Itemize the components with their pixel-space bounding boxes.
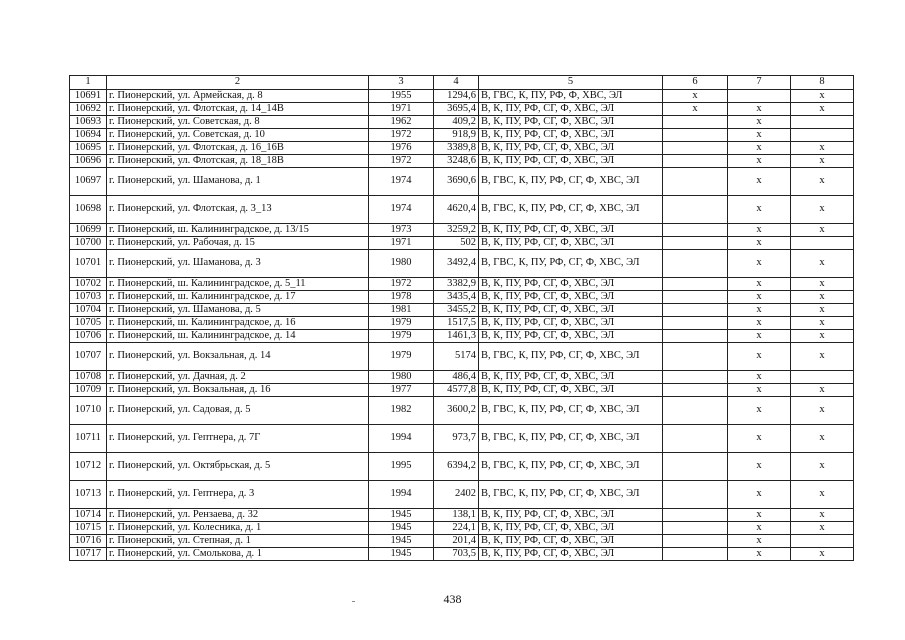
address-cell: г. Пионерский, ул. Флотская, д. 14_14В [107,103,369,116]
col7-mark: х [728,481,791,509]
year-cell: 1971 [369,237,434,250]
column-header: 4 [434,76,479,90]
col8-mark: х [791,509,854,522]
address-cell: г. Пионерский, ул. Степная, д. 1 [107,535,369,548]
year-cell: 1995 [369,453,434,481]
address-cell: г. Пионерский, ул. Дачная, д. 2 [107,371,369,384]
table-row [70,509,854,522]
col7-mark: х [728,343,791,371]
year-cell: 1972 [369,278,434,291]
row-number: 10704 [70,304,107,317]
row-number: 10714 [70,509,107,522]
row-number: 10711 [70,425,107,453]
row-number: 10702 [70,278,107,291]
address-cell: г. Пионерский, ш. Калининградское, д. 14 [107,330,369,343]
table-row [70,384,854,397]
area-cell: 502 [434,237,479,250]
table-row [70,103,854,116]
address-cell: г. Пионерский, ул. Советская, д. 8 [107,116,369,129]
table-row [70,453,854,481]
table-row [70,535,854,548]
col6-mark [663,481,728,509]
col7-mark: х [728,425,791,453]
works-cell: В, К, ПУ, РФ, СГ, Ф, ХВС, ЭЛ [479,509,663,522]
col8-mark: х [791,317,854,330]
area-cell: 1294,6 [434,90,479,103]
header-row [70,76,854,90]
year-cell: 1945 [369,522,434,535]
works-cell: В, К, ПУ, РФ, СГ, Ф, ХВС, ЭЛ [479,548,663,561]
col6-mark [663,116,728,129]
works-cell: В, К, ПУ, РФ, СГ, Ф, ХВС, ЭЛ [479,103,663,116]
col7-mark: х [728,129,791,142]
col8-mark: х [791,397,854,425]
col8-mark: х [791,291,854,304]
works-cell: В, ГВС, К, ПУ, РФ, СГ, Ф, ХВС, ЭЛ [479,168,663,196]
col7-mark: х [728,453,791,481]
row-number: 10703 [70,291,107,304]
address-cell: г. Пионерский, ул. Шаманова, д. 3 [107,250,369,278]
works-cell: В, К, ПУ, РФ, СГ, Ф, ХВС, ЭЛ [479,304,663,317]
col6-mark [663,509,728,522]
area-cell: 224,1 [434,522,479,535]
works-cell: В, К, ПУ, РФ, СГ, Ф, ХВС, ЭЛ [479,384,663,397]
column-header: 8 [791,76,854,90]
col6-mark [663,304,728,317]
year-cell: 1971 [369,103,434,116]
row-number: 10694 [70,129,107,142]
row-number: 10706 [70,330,107,343]
col8-mark [791,116,854,129]
col8-mark: х [791,250,854,278]
works-cell: В, ГВС, К, ПУ, РФ, Ф, ХВС, ЭЛ [479,90,663,103]
works-cell: В, К, ПУ, РФ, СГ, Ф, ХВС, ЭЛ [479,371,663,384]
col8-mark [791,371,854,384]
col6-mark [663,196,728,224]
address-cell: г. Пионерский, ул. Шаманова, д. 1 [107,168,369,196]
area-cell: 5174 [434,343,479,371]
row-number: 10691 [70,90,107,103]
row-number: 10692 [70,103,107,116]
row-number: 10699 [70,224,107,237]
col8-mark: х [791,103,854,116]
col8-mark: х [791,90,854,103]
table-row [70,116,854,129]
works-cell: В, К, ПУ, РФ, СГ, Ф, ХВС, ЭЛ [479,278,663,291]
works-cell: В, К, ПУ, РФ, СГ, Ф, ХВС, ЭЛ [479,116,663,129]
table-row [70,278,854,291]
address-cell: г. Пионерский, ул. Гептнера, д. 3 [107,481,369,509]
col7-mark: х [728,278,791,291]
works-cell: В, ГВС, К, ПУ, РФ, СГ, Ф, ХВС, ЭЛ [479,425,663,453]
address-cell: г. Пионерский, ш. Калининградское, д. 13/15 [107,224,369,237]
row-number: 10698 [70,196,107,224]
col7-mark: х [728,116,791,129]
row-number: 10709 [70,384,107,397]
row-number: 10696 [70,155,107,168]
year-cell: 1973 [369,224,434,237]
year-cell: 1980 [369,371,434,384]
col7-mark: х [728,384,791,397]
area-cell: 1461,3 [434,330,479,343]
col8-mark: х [791,278,854,291]
table-row [70,397,854,425]
col8-mark: х [791,384,854,397]
col6-mark [663,425,728,453]
area-cell: 3382,9 [434,278,479,291]
address-cell: г. Пионерский, ш. Калининградское, д. 17 [107,291,369,304]
works-cell: В, К, ПУ, РФ, СГ, Ф, ХВС, ЭЛ [479,330,663,343]
table-row [70,129,854,142]
year-cell: 1980 [369,250,434,278]
col8-mark: х [791,522,854,535]
col7-mark: х [728,304,791,317]
address-cell: г. Пионерский, ул. Колесника, д. 1 [107,522,369,535]
col8-mark: х [791,196,854,224]
col7-mark: х [728,397,791,425]
address-cell: г. Пионерский, ул. Рабочая, д. 15 [107,237,369,250]
area-cell: 3248,6 [434,155,479,168]
col8-mark: х [791,168,854,196]
table-row [70,522,854,535]
col8-mark: х [791,304,854,317]
works-cell: В, К, ПУ, РФ, СГ, Ф, ХВС, ЭЛ [479,142,663,155]
col6-mark [663,548,728,561]
col6-mark [663,384,728,397]
col8-mark: х [791,224,854,237]
row-number: 10713 [70,481,107,509]
col7-mark: х [728,548,791,561]
year-cell: 1978 [369,291,434,304]
works-cell: В, К, ПУ, РФ, СГ, Ф, ХВС, ЭЛ [479,535,663,548]
table-row [70,291,854,304]
col7-mark: х [728,168,791,196]
area-cell: 3690,6 [434,168,479,196]
table-row [70,304,854,317]
row-number: 10705 [70,317,107,330]
row-number: 10715 [70,522,107,535]
address-cell: г. Пионерский, ул. Гептнера, д. 7Г [107,425,369,453]
works-cell: В, ГВС, К, ПУ, РФ, СГ, Ф, ХВС, ЭЛ [479,196,663,224]
column-header: 3 [369,76,434,90]
address-cell: г. Пионерский, ул. Октябрьская, д. 5 [107,453,369,481]
row-number: 10697 [70,168,107,196]
year-cell: 1982 [369,397,434,425]
area-cell: 4577,8 [434,384,479,397]
column-header: 2 [107,76,369,90]
works-cell: В, ГВС, К, ПУ, РФ, СГ, Ф, ХВС, ЭЛ [479,453,663,481]
col8-mark [791,535,854,548]
col7-mark: х [728,224,791,237]
table-row [70,481,854,509]
col7-mark: х [728,237,791,250]
col8-mark: х [791,425,854,453]
row-number: 10710 [70,397,107,425]
works-cell: В, К, ПУ, РФ, СГ, Ф, ХВС, ЭЛ [479,224,663,237]
area-cell: 918,9 [434,129,479,142]
table-row [70,425,854,453]
area-cell: 3259,2 [434,224,479,237]
col6-mark [663,237,728,250]
works-cell: В, К, ПУ, РФ, СГ, Ф, ХВС, ЭЛ [479,155,663,168]
address-cell: г. Пионерский, ул. Вокзальная, д. 14 [107,343,369,371]
col7-mark: х [728,142,791,155]
area-cell: 138,1 [434,509,479,522]
year-cell: 1974 [369,168,434,196]
year-cell: 1972 [369,129,434,142]
works-cell: В, К, ПУ, РФ, СГ, Ф, ХВС, ЭЛ [479,129,663,142]
year-cell: 1976 [369,142,434,155]
col7-mark: х [728,371,791,384]
table-row [70,317,854,330]
row-number: 10712 [70,453,107,481]
col6-mark [663,343,728,371]
column-header: 5 [479,76,663,90]
col7-mark: х [728,535,791,548]
year-cell: 1979 [369,317,434,330]
year-cell: 1945 [369,535,434,548]
year-cell: 1994 [369,425,434,453]
year-cell: 1955 [369,90,434,103]
works-cell: В, ГВС, К, ПУ, РФ, СГ, Ф, ХВС, ЭЛ [479,397,663,425]
col6-mark: х [663,90,728,103]
year-cell: 1981 [369,304,434,317]
col6-mark [663,129,728,142]
table-row [70,330,854,343]
page-number: 438 [443,592,462,606]
table-row [70,343,854,371]
year-cell: 1962 [369,116,434,129]
address-cell: г. Пионерский, ул. Шаманова, д. 5 [107,304,369,317]
works-cell: В, ГВС, К, ПУ, РФ, СГ, Ф, ХВС, ЭЛ [479,481,663,509]
area-cell: 4620,4 [434,196,479,224]
column-header: 7 [728,76,791,90]
col8-mark: х [791,548,854,561]
col7-mark: х [728,509,791,522]
area-cell: 201,4 [434,535,479,548]
address-cell: г. Пионерский, ш. Калининградское, д. 16 [107,317,369,330]
address-cell: г. Пионерский, ул. Смолькова, д. 1 [107,548,369,561]
col6-mark [663,224,728,237]
works-cell: В, ГВС, К, ПУ, РФ, СГ, Ф, ХВС, ЭЛ [479,250,663,278]
table-row [70,168,854,196]
col6-mark [663,278,728,291]
table-row [70,548,854,561]
year-cell: 1972 [369,155,434,168]
table-row [70,224,854,237]
works-cell: В, К, ПУ, РФ, СГ, Ф, ХВС, ЭЛ [479,317,663,330]
col7-mark: х [728,291,791,304]
address-cell: г. Пионерский, ул. Флотская, д. 16_16В [107,142,369,155]
col6-mark [663,155,728,168]
area-cell: 3600,2 [434,397,479,425]
table-row [70,196,854,224]
col6-mark [663,317,728,330]
col6-mark [663,168,728,196]
address-cell: г. Пионерский, ул. Флотская, д. 3_13 [107,196,369,224]
col8-mark: х [791,453,854,481]
col8-mark: х [791,343,854,371]
row-number: 10708 [70,371,107,384]
col7-mark: х [728,317,791,330]
area-cell: 2402 [434,481,479,509]
table-row [70,250,854,278]
col7-mark: х [728,522,791,535]
year-cell: 1979 [369,343,434,371]
col7-mark: х [728,196,791,224]
col6-mark [663,453,728,481]
table-row [70,371,854,384]
column-header: 1 [70,76,107,90]
works-cell: В, К, ПУ, РФ, СГ, Ф, ХВС, ЭЛ [479,522,663,535]
row-number: 10695 [70,142,107,155]
col8-mark [791,129,854,142]
table-row [70,142,854,155]
col6-mark [663,291,728,304]
address-cell: г. Пионерский, ул. Садовая, д. 5 [107,397,369,425]
col8-mark [791,237,854,250]
col7-mark [728,90,791,103]
row-number: 10716 [70,535,107,548]
table-row [70,237,854,250]
row-number: 10701 [70,250,107,278]
col8-mark: х [791,330,854,343]
col6-mark [663,397,728,425]
col8-mark: х [791,481,854,509]
col6-mark [663,330,728,343]
address-cell: г. Пионерский, ул. Флотская, д. 18_18В [107,155,369,168]
area-cell: 409,2 [434,116,479,129]
area-cell: 6394,2 [434,453,479,481]
address-cell: г. Пионерский, ул. Рензаева, д. 32 [107,509,369,522]
address-cell: г. Пионерский, ш. Калининградское, д. 5_11 [107,278,369,291]
year-cell: 1974 [369,196,434,224]
year-cell: 1945 [369,548,434,561]
col6-mark: х [663,103,728,116]
table-row [70,90,854,103]
year-cell: 1994 [369,481,434,509]
works-cell: В, К, ПУ, РФ, СГ, Ф, ХВС, ЭЛ [479,237,663,250]
col6-mark [663,522,728,535]
area-cell: 1517,5 [434,317,479,330]
address-cell: г. Пионерский, ул. Советская, д. 10 [107,129,369,142]
col6-mark [663,535,728,548]
works-cell: В, К, ПУ, РФ, СГ, Ф, ХВС, ЭЛ [479,291,663,304]
area-cell: 3435,4 [434,291,479,304]
row-number: 10717 [70,548,107,561]
area-cell: 973,7 [434,425,479,453]
col7-mark: х [728,330,791,343]
area-cell: 3455,2 [434,304,479,317]
col6-mark [663,142,728,155]
col7-mark: х [728,155,791,168]
area-cell: 3389,8 [434,142,479,155]
table-row [70,155,854,168]
row-number: 10707 [70,343,107,371]
housing-table [69,75,854,561]
col6-mark [663,371,728,384]
year-cell: 1979 [369,330,434,343]
area-cell: 486,4 [434,371,479,384]
works-cell: В, ГВС, К, ПУ, РФ, СГ, Ф, ХВС, ЭЛ [479,343,663,371]
address-cell: г. Пионерский, ул. Армейская, д. 8 [107,90,369,103]
area-cell: 703,5 [434,548,479,561]
col8-mark: х [791,142,854,155]
column-header: 6 [663,76,728,90]
col7-mark: х [728,250,791,278]
address-cell: г. Пионерский, ул. Вокзальная, д. 16 [107,384,369,397]
row-number: 10693 [70,116,107,129]
col6-mark [663,250,728,278]
row-number: 10700 [70,237,107,250]
year-cell: 1945 [369,509,434,522]
col8-mark: х [791,155,854,168]
col7-mark: х [728,103,791,116]
area-cell: 3695,4 [434,103,479,116]
area-cell: 3492,4 [434,250,479,278]
year-cell: 1977 [369,384,434,397]
